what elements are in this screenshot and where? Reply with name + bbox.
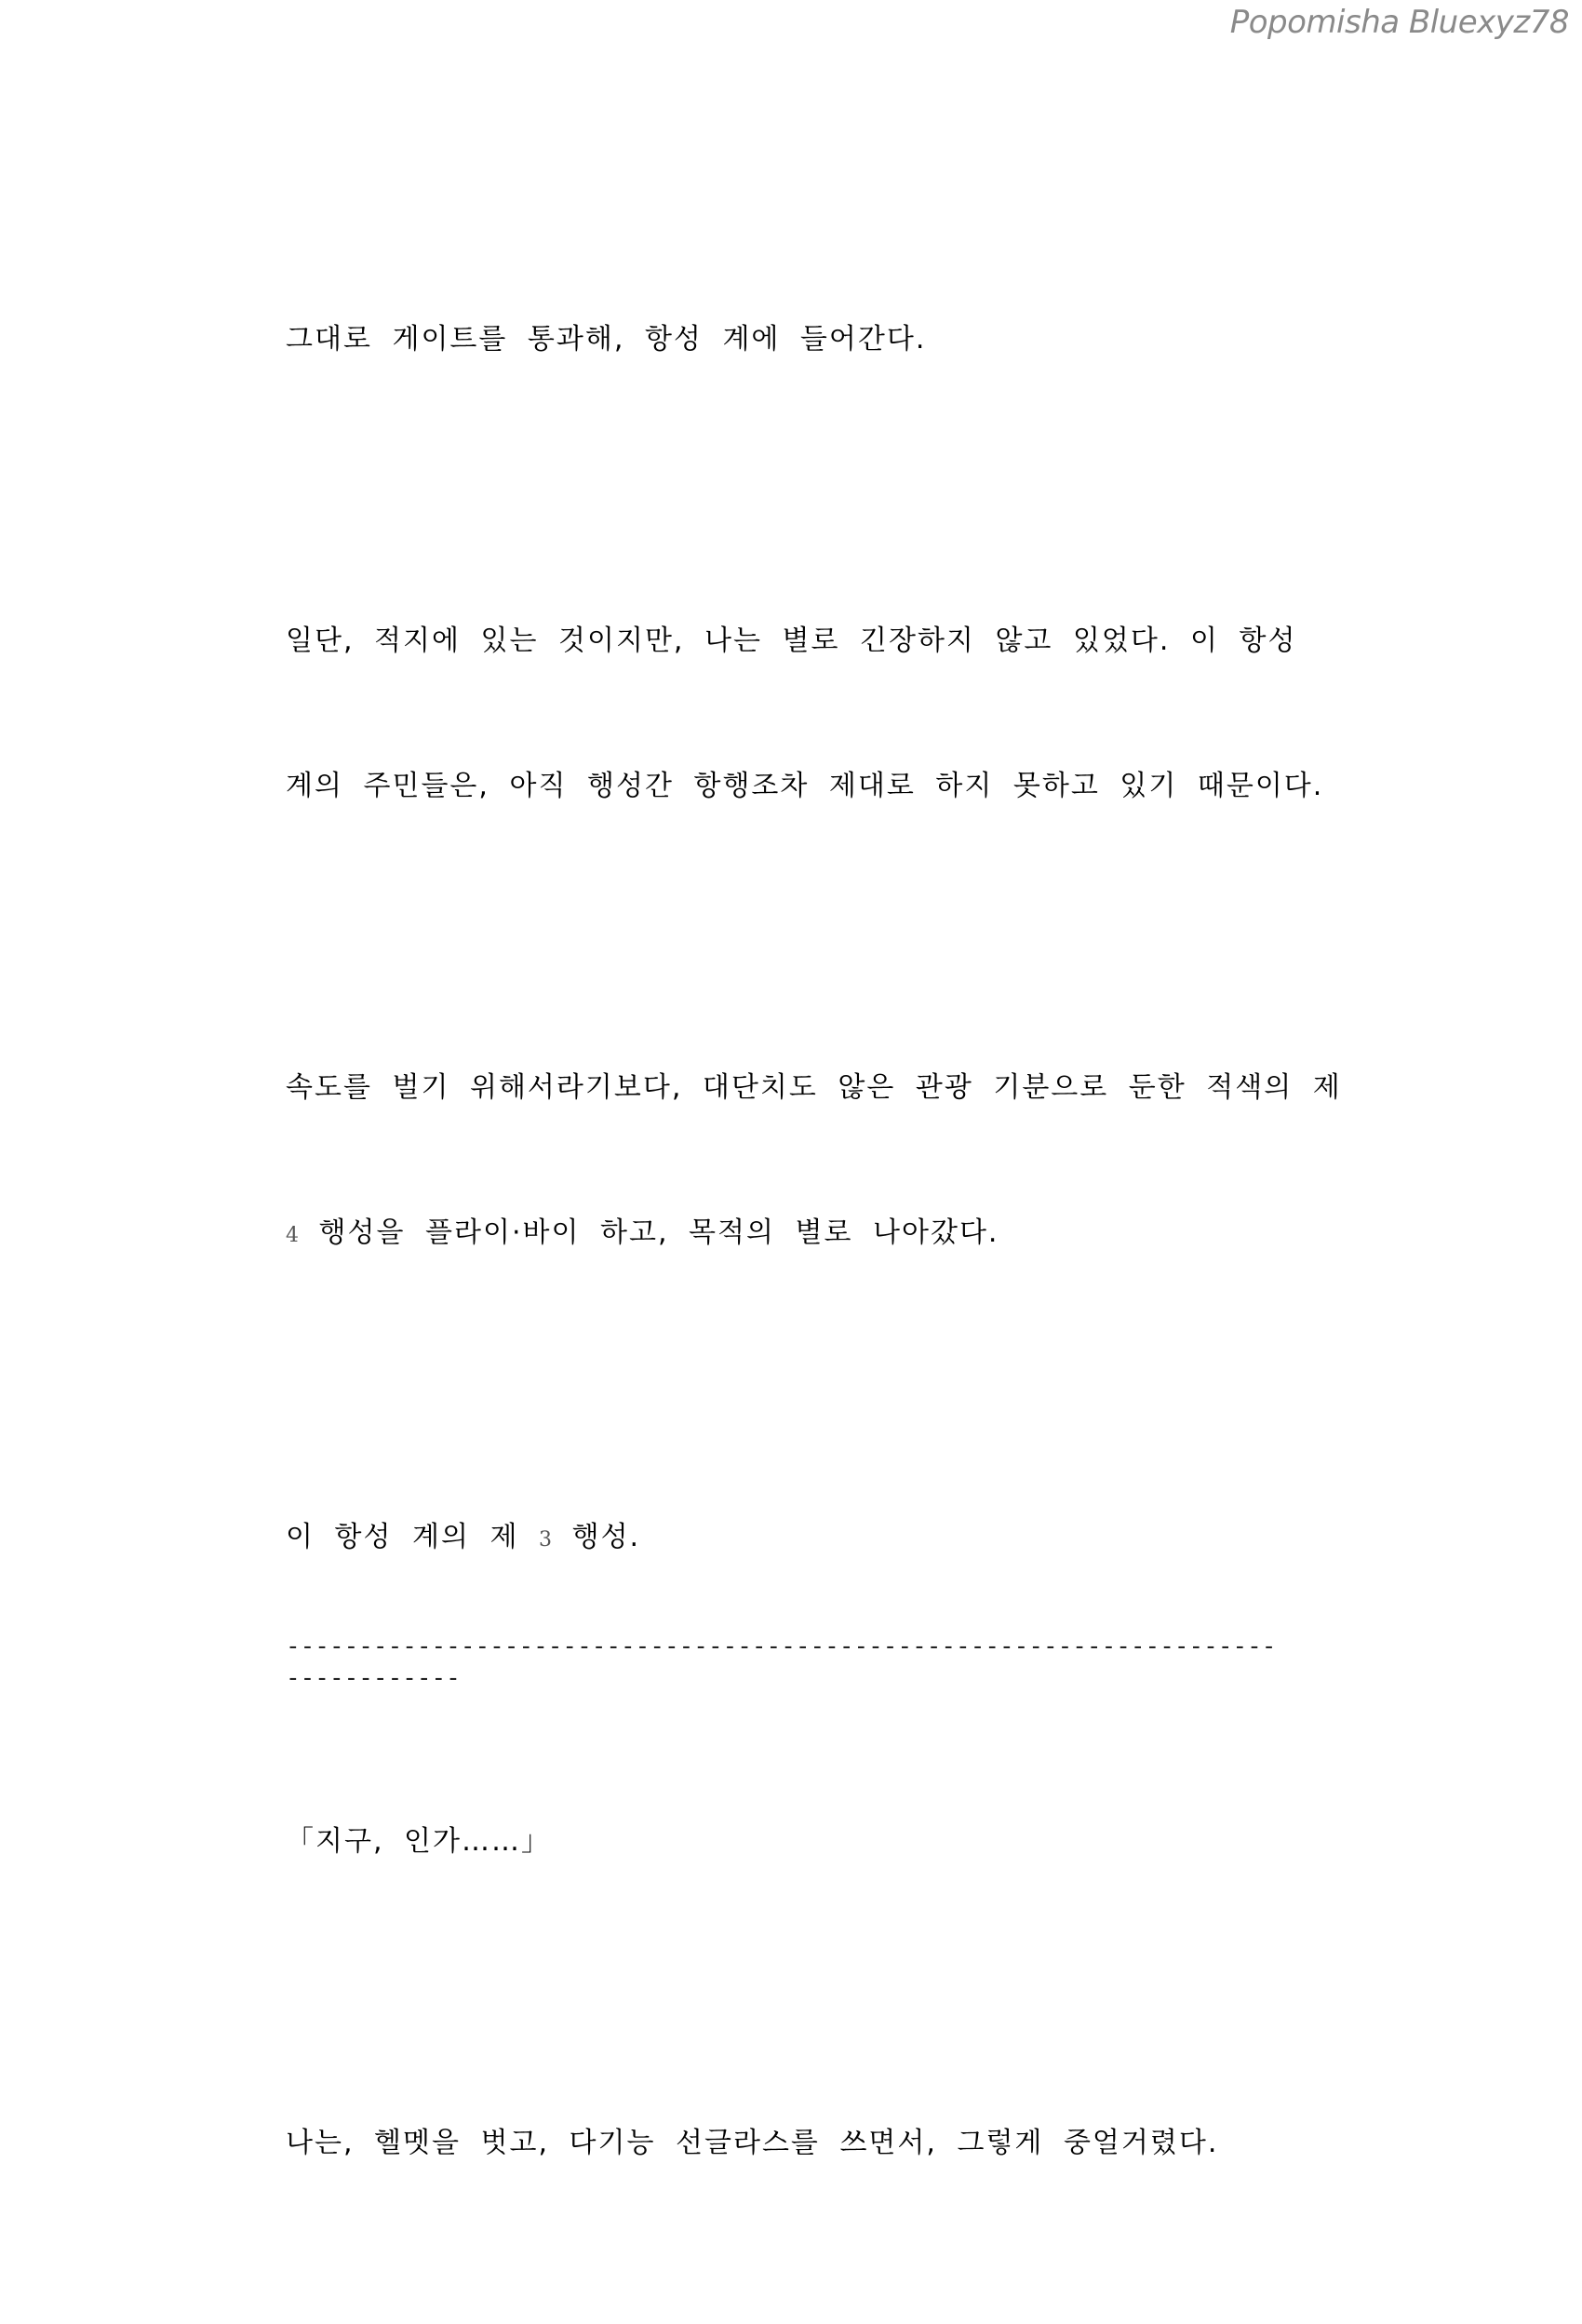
text-line bbox=[286, 1209, 1281, 1260]
text-line: 속도를 벌기 위해서라기보다, 대단치도 않은 관광 기분으로 둔한 적색의 제 bbox=[286, 1071, 1342, 1104]
paragraph bbox=[286, 967, 1342, 1357]
planet-number: 3 bbox=[539, 1528, 553, 1552]
paragraph bbox=[286, 219, 1281, 461]
text-line: 나는, 헬멧을 벗고, 다기능 선글라스를 쓰면서, 그렇게 중얼거렸다. bbox=[286, 2127, 1219, 2159]
text-fragment: 행성을 플라이·바이 하고, 목적의 별로 나아갔다. bbox=[318, 1216, 999, 1249]
planet-number: 4 bbox=[286, 1224, 299, 1247]
text-line: 계의 주민들은, 아직 행성간 항행조차 제대로 하지 못하고 있기 때문이다. bbox=[286, 770, 1324, 802]
text-line: 그대로 게이트를 통과해, 항성 계에 들어간다. bbox=[286, 323, 927, 356]
text-fragment: 행성. bbox=[571, 1521, 641, 1553]
text-line: 일단, 적지에 있는 것이지만, 나는 별로 긴장하지 않고 있었다. 이 항성 bbox=[286, 625, 1297, 657]
paragraph bbox=[286, 2022, 1281, 2264]
document-body bbox=[286, 219, 1342, 2324]
separator-line: -------------------------------------------------------------------------------- bbox=[286, 1632, 1277, 1692]
paragraph bbox=[286, 520, 1324, 907]
text-line bbox=[286, 1513, 1281, 1565]
text-fragment: 이 항성 계의 제 bbox=[286, 1521, 519, 1553]
paragraph bbox=[286, 1417, 1281, 1661]
watermark: Popomisha Bluexyz78 bbox=[1229, 4, 1569, 41]
dialogue-paragraph bbox=[286, 1721, 1281, 1963]
text-line: 「지구, 인가……」 bbox=[286, 1825, 551, 1858]
